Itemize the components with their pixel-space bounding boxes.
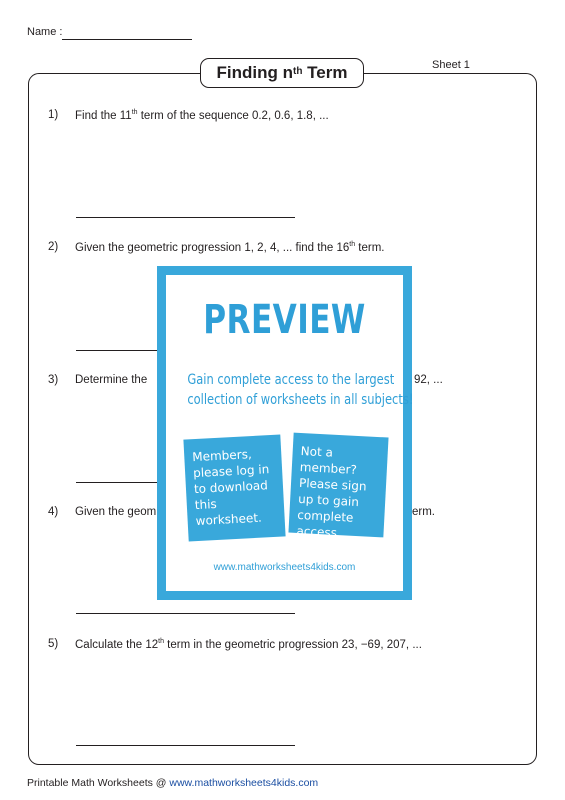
answer-line-1[interactable]	[76, 217, 295, 218]
preview-url-link[interactable]: www.mathworksheets4kids.com	[213, 562, 356, 573]
question-text-tail: 92, ...	[414, 374, 443, 386]
preview-tagline	[166, 370, 414, 410]
name-input-line[interactable]	[62, 39, 192, 40]
question-number: 1)	[48, 109, 59, 121]
preview-tagline-line-1: Gain complete access to the largest	[187, 372, 395, 388]
question-text: Given the geometric progression 1, 2, 4, ... find the 16th term.	[75, 241, 385, 254]
question-text: Given the geom	[75, 506, 157, 518]
name-label: Name :	[27, 26, 63, 38]
question-text: Calculate the 12th term in the geometric progression 23, −69, 207, ...	[75, 638, 422, 651]
footer	[27, 777, 318, 789]
title-text: Finding n	[216, 63, 293, 82]
question-text: Determine the	[75, 374, 148, 386]
question-text: Find the 11th term of the sequence 0.2, 0.6, 1.8, ...	[75, 109, 329, 122]
question-number: 5)	[48, 638, 59, 650]
preview-title: PREVIEW	[203, 297, 366, 343]
question-number: 4)	[48, 506, 59, 518]
footer-site-link[interactable]: www.mathworksheets4kids.com	[169, 777, 319, 789]
preview-tagline-line-2: collection of worksheets in all subjects!	[187, 392, 414, 408]
preview-overlay	[157, 266, 412, 600]
title-superscript: th	[292, 65, 303, 77]
question-number: 3)	[48, 374, 59, 386]
worksheet-title	[200, 58, 364, 88]
signup-card[interactable]: Not a member? Please sign up to gain complete access.	[288, 433, 388, 538]
question-text-tail: erm.	[412, 506, 435, 518]
footer-prefix: Printable Math Worksheets @	[27, 777, 170, 789]
answer-line-5[interactable]	[76, 745, 295, 746]
members-login-card[interactable]: Members, please log in to download this worksheet.	[183, 435, 285, 542]
title-text-end: Term	[302, 63, 348, 82]
preview-panel	[166, 275, 414, 591]
answer-line-4[interactable]	[76, 613, 295, 614]
question-number: 2)	[48, 241, 59, 253]
sheet-label: Sheet 1	[432, 59, 470, 71]
